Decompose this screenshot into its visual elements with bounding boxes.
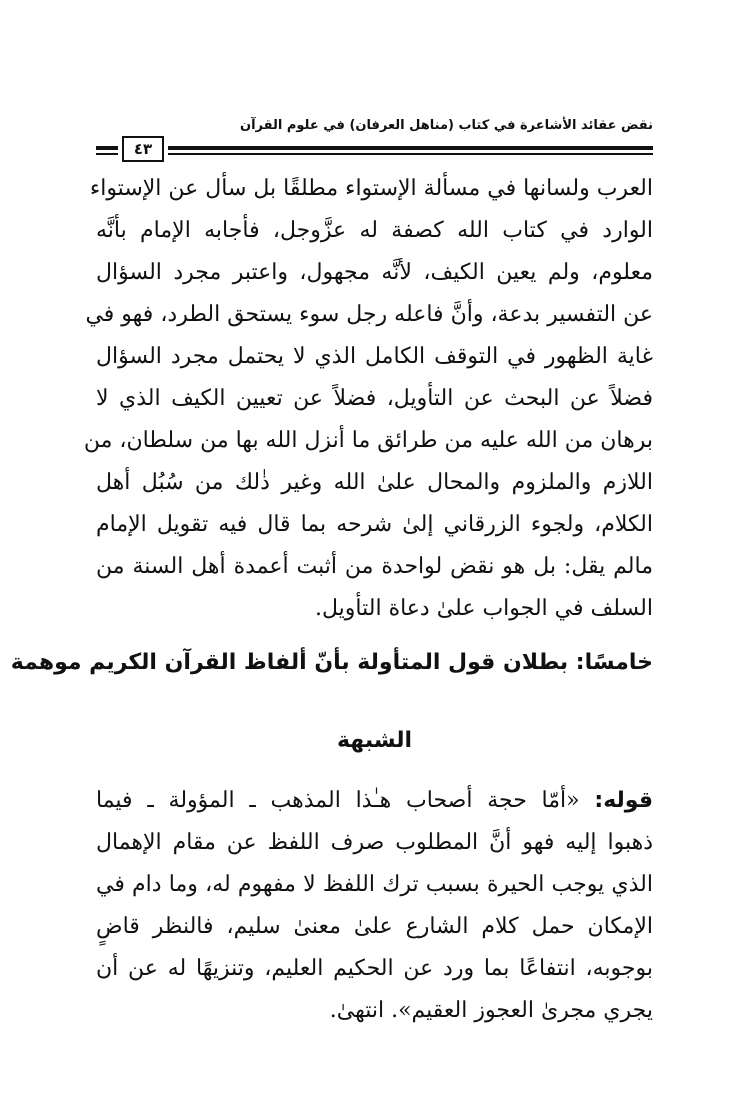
paragraph-line: العرب ولسانها في مسألة الإستواء مطلقًا بل سأل عن الإستواء — [89, 176, 653, 201]
page-number-box — [122, 136, 164, 162]
section-heading-continued: الشبهة — [336, 728, 413, 753]
header-rule-thick — [168, 146, 653, 150]
header-rule-thin — [168, 153, 653, 155]
paragraph-first-line — [96, 780, 653, 822]
paragraph-line: مالم يقل: بل هو نقض لواحدة من أثبت أعمدة أهل السنة من — [96, 554, 653, 579]
paragraph-line: اللازم والملزوم والمحال علىٰ الله وغير ذٰلك من سُبُل أهل — [96, 470, 653, 495]
paragraph-line: بوجوبه، انتفاعًا بما ورد عن الحكيم العليم، وتنزيهًا له عن أن — [96, 956, 653, 981]
paragraph-line-text: «أمّا حجة أصحاب هـٰذا المذهب ـ المؤولة ـ فيما — [96, 788, 580, 813]
paragraph-line: الكلام، ولجوء الزرقاني إلىٰ شرحه بما قال فيه تقويل الإمام — [96, 512, 653, 537]
header-rule-left-thick — [96, 146, 118, 150]
paragraph-line: فضلاً عن البحث عن التأويل، فضلاً عن تعيين الكيف الذي لا — [96, 386, 653, 411]
running-header-title: نقض عقائد الأشاعرة في كتاب (مناهل العرفان) في علوم القرآن — [240, 118, 653, 133]
paragraph-line: الذي يوجب الحيرة بسبب ترك اللفظ لا مفهوم له، وما دام في — [96, 872, 653, 897]
quote-lead-label: قوله: — [594, 788, 653, 813]
paragraph-2 — [96, 780, 653, 1032]
paragraph-line: غاية الظهور في التوقف الكامل الذي لا يحتمل مجرد السؤال — [96, 344, 653, 369]
paragraph-line: السلف في الجواب علىٰ دعاة التأويل. — [315, 596, 653, 621]
paragraph-line: عن التفسير بدعة، وأنَّ فاعله رجل سوء يستحق الطرد، فهو في — [85, 302, 653, 327]
paragraph-line: معلوم، ولم يعين الكيف، لأنَّه مجهول، واعتبر مجرد السؤال — [96, 260, 653, 285]
header-rule-left-thin — [96, 153, 118, 155]
paragraph-1 — [83, 168, 653, 630]
paragraph-line: برهان من الله عليه من طرائق ما أنزل الله بها من سلطان، من — [83, 428, 653, 453]
paragraph-line: الوارد في كتاب الله كصفة له عزَّوجل، فأجابه الإمام بأنَّه — [96, 218, 653, 243]
paragraph-line: يجري مجرىٰ العجوز العقيم». انتهىٰ. — [329, 998, 653, 1023]
paragraph-line: الإمكان حمل كلام الشارع علىٰ معنىٰ سليم، فالنظر قاضٍ — [96, 914, 653, 939]
paragraph-line: ذهبوا إليه فهو أنَّ المطلوب صرف اللفظ عن مقام الإهمال — [96, 830, 653, 855]
section-heading: خامسًا: بطلان قول المتأولة بأنّ ألفاظ القرآن الكريم موهمة — [10, 650, 653, 675]
page-number: ٤٣ — [133, 140, 153, 158]
